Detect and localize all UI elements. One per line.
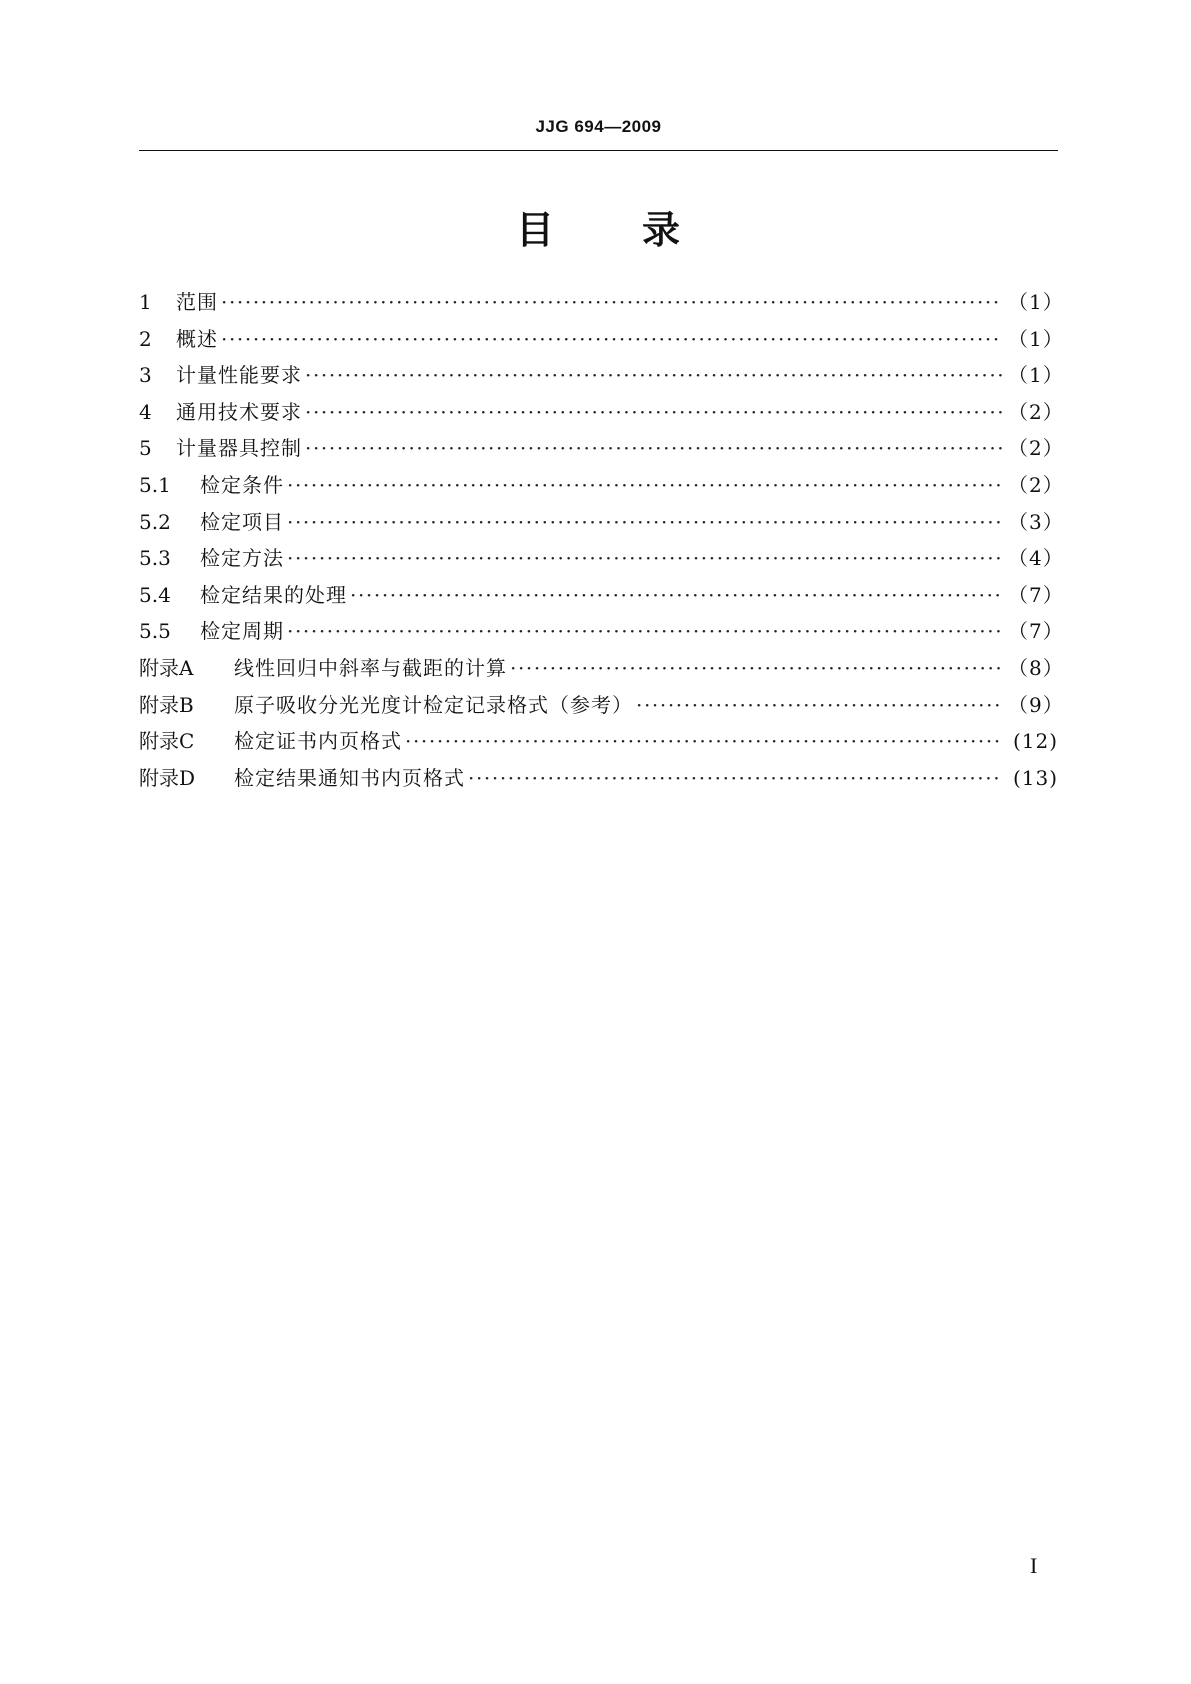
toc-dot-leader — [636, 693, 1002, 717]
toc-entry-page: （1） — [1008, 326, 1064, 351]
table-of-contents — [139, 286, 1064, 798]
toc-entry-page: (12) — [1012, 729, 1058, 754]
toc-entry-number: 附录C — [139, 729, 195, 754]
toc-entry-page: （9） — [1008, 692, 1064, 717]
toc-entry[interactable] — [139, 469, 1064, 506]
toc-entry-page: （3） — [1008, 509, 1064, 534]
toc-dot-leader — [405, 729, 1002, 753]
toc-entry[interactable] — [139, 432, 1064, 469]
toc-entry-page: （8） — [1008, 655, 1064, 680]
toc-entry-number: 5 — [139, 436, 152, 461]
toc-entry-page: （4） — [1008, 546, 1064, 571]
toc-entry-appendix[interactable] — [139, 762, 1058, 799]
toc-entry-page: （2） — [1008, 472, 1064, 497]
toc-entry[interactable] — [139, 579, 1064, 616]
toc-entry[interactable] — [139, 615, 1064, 652]
toc-dot-leader — [287, 619, 1002, 643]
toc-entry-number: 4 — [139, 399, 152, 424]
toc-entry-page: （1） — [1008, 290, 1064, 314]
toc-entry-number: 附录D — [139, 765, 196, 790]
toc-entry-number: 附录A — [139, 655, 194, 680]
toc-dot-leader — [468, 766, 1002, 790]
toc-dot-leader — [305, 363, 1002, 387]
toc-entry-title: 检定项目 — [200, 509, 284, 534]
toc-dot-leader — [287, 510, 1002, 534]
toc-dot-leader — [305, 436, 1002, 460]
toc-entry-page: （7） — [1008, 619, 1064, 644]
document-code-header: JJG 694—2009 — [535, 117, 662, 136]
page-title — [139, 205, 1058, 255]
toc-entry-page: (13) — [1012, 765, 1058, 790]
toc-dot-leader — [350, 583, 1002, 607]
toc-dot-leader — [221, 290, 1002, 314]
toc-entry-number: 3 — [139, 363, 152, 388]
header-rule — [139, 150, 1058, 151]
toc-entry-appendix[interactable] — [139, 652, 1064, 689]
toc-entry-number: 5.5 — [139, 619, 171, 644]
toc-entry-title: 概述 — [176, 326, 218, 351]
toc-entry-page: （1） — [1008, 363, 1064, 388]
toc-entry[interactable] — [139, 286, 1064, 323]
toc-entry-appendix[interactable] — [139, 689, 1064, 726]
toc-entry-page: （2） — [1008, 399, 1064, 424]
toc-entry-title: 计量器具控制 — [176, 436, 302, 461]
toc-entry-title: 计量性能要求 — [176, 363, 302, 388]
title-char-1: 目 — [516, 208, 555, 252]
toc-entry[interactable] — [139, 542, 1064, 579]
toc-entry-title: 通用技术要求 — [176, 399, 302, 424]
toc-dot-leader — [287, 473, 1002, 497]
toc-entry-title: 检定结果的处理 — [200, 582, 347, 607]
toc-entry-number: 附录B — [139, 692, 194, 717]
toc-entry[interactable] — [139, 323, 1064, 360]
toc-entry[interactable] — [139, 506, 1064, 543]
toc-entry-title: 检定周期 — [200, 619, 284, 644]
toc-dot-leader — [305, 400, 1002, 424]
toc-entry[interactable] — [139, 359, 1064, 396]
toc-entry-number: 5.3 — [139, 546, 171, 571]
toc-entry-title: 线性回归中斜率与截距的计算 — [234, 655, 507, 680]
toc-entry-page: （7） — [1008, 582, 1064, 607]
toc-entry-title: 原子吸收分光光度计检定记录格式（参考） — [234, 692, 633, 717]
toc-entry-number: 5.1 — [139, 472, 171, 497]
toc-entry-title: 范围 — [176, 290, 218, 314]
toc-entry-number: 1 — [139, 290, 152, 314]
toc-entry[interactable] — [139, 396, 1064, 433]
toc-entry-title: 检定方法 — [200, 546, 284, 571]
toc-entry-number: 5.2 — [139, 509, 171, 534]
toc-entry-title: 检定结果通知书内页格式 — [234, 765, 465, 790]
toc-entry-number: 5.4 — [139, 582, 171, 607]
toc-entry-title: 检定条件 — [200, 472, 284, 497]
toc-entry-page: （2） — [1008, 436, 1064, 461]
toc-entry-number: 2 — [139, 326, 152, 351]
toc-dot-leader — [510, 656, 1002, 680]
toc-dot-leader — [221, 327, 1002, 351]
title-char-2: 录 — [642, 208, 681, 252]
page-number: I — [1030, 1553, 1038, 1578]
toc-dot-leader — [287, 546, 1002, 570]
toc-entry-appendix[interactable] — [139, 725, 1058, 762]
toc-entry-title: 检定证书内页格式 — [234, 729, 402, 754]
